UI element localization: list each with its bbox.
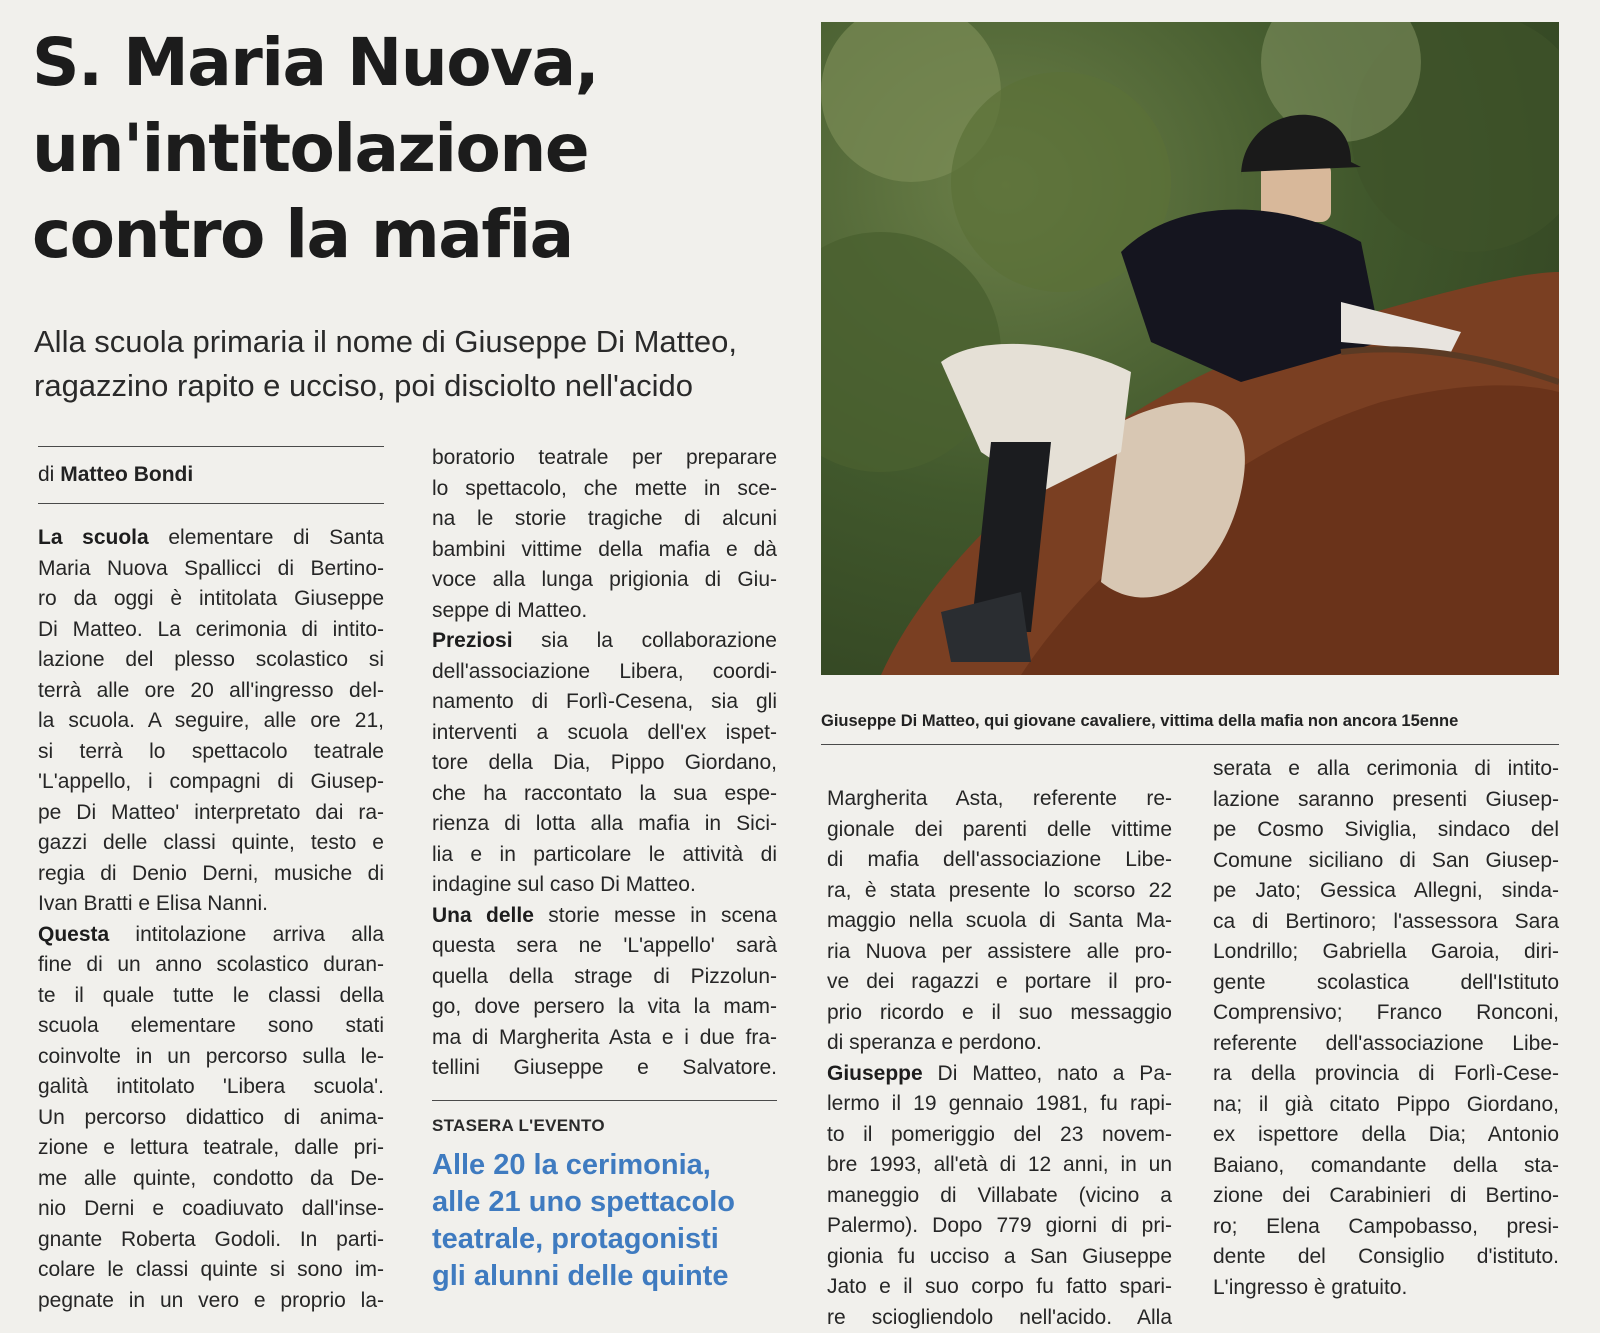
text-line [432, 687, 777, 718]
line-text: Palermo). Dopo 779 giorni di pri- [827, 1214, 1172, 1237]
event-title-line: gli alunni delle quinte [432, 1258, 792, 1295]
line-text: che ha raccontato la sua espe- [432, 782, 777, 805]
text-line [1213, 998, 1559, 1029]
text-line [827, 937, 1172, 968]
text-line [38, 1042, 384, 1073]
text-line [1213, 937, 1559, 968]
text-line [827, 876, 1172, 907]
line-text: nio Derni e coadiuvato dall'inse- [38, 1197, 384, 1220]
text-line [827, 1242, 1172, 1273]
line-text: scuola elementare sono stati [38, 1014, 384, 1037]
text-line [432, 931, 777, 962]
line-text: regia di Denio Derni, musiche di [38, 862, 384, 885]
line-text: bre 1993, all'età di 12 anni, in un [827, 1153, 1172, 1176]
line-text: ex ispettore della Dia; Antonio [1213, 1123, 1559, 1146]
text-line [38, 889, 384, 920]
text-line [827, 1272, 1172, 1303]
article-column-3 [827, 784, 1172, 1333]
line-text: si terrà lo spettacolo teatrale [38, 740, 384, 763]
line-text: ro da oggi è intitolata Giuseppe [38, 587, 384, 610]
line-text: lo spettacolo, che mette in sce- [432, 477, 777, 500]
text-line [38, 737, 384, 768]
rider-photo [821, 22, 1559, 675]
line-text: pe Jato; Gessica Allegni, sinda- [1213, 879, 1559, 902]
text-line [432, 535, 777, 566]
line-text: Di Matteo. La cerimonia di intito- [38, 618, 384, 641]
text-line [38, 554, 384, 585]
text-line [38, 798, 384, 829]
text-line [38, 1072, 384, 1103]
byline-top-rule [38, 446, 384, 447]
text-line [432, 504, 777, 535]
text-line [1213, 815, 1559, 846]
event-title-line: teatrale, protagonisti [432, 1221, 792, 1258]
line-text: ra della provincia di Forlì-Cese- [1213, 1062, 1559, 1085]
text-line [827, 784, 1172, 815]
text-line [432, 748, 777, 779]
text-line [432, 1023, 777, 1054]
article-column-1 [38, 523, 384, 1316]
line-text: prio ricordo e il suo messaggio [827, 1001, 1172, 1024]
text-line [1213, 1059, 1559, 1090]
line-text: ra, è stata presente lo scorso 22 [827, 879, 1172, 902]
text-line [1213, 785, 1559, 816]
text-line [1213, 754, 1559, 785]
text-line [38, 706, 384, 737]
text-line [432, 779, 777, 810]
line-text: di mafia dell'associazione Libe- [827, 848, 1172, 871]
line-text: lazione saranno presenti Giusep- [1213, 788, 1559, 811]
line-text: ro; Elena Campobasso, presi- [1213, 1215, 1559, 1238]
text-line [38, 920, 384, 951]
article-column-2 [432, 443, 777, 1084]
subtitle-line: Alla scuola primaria il nome di Giuseppe Di Matteo, [34, 320, 804, 364]
rider-photo-illustration [821, 22, 1559, 675]
line-text: zione e lettura teatrale, dalle pri- [38, 1136, 384, 1159]
text-line [38, 1133, 384, 1164]
line-text: namento di Forlì-Cesena, sia gli [432, 690, 777, 713]
text-line [38, 950, 384, 981]
line-text: sia la collaborazione [513, 629, 777, 652]
line-text: maggio nella scuola di Santa Ma- [827, 909, 1172, 932]
line-text: ca di Bertinoro; l'assessora Sara [1213, 910, 1559, 933]
line-text: L'ingresso è gratuito. [1213, 1276, 1407, 1299]
line-text: re sciogliendolo nell'acido. Alla [827, 1306, 1172, 1329]
line-text: gente scolastica dell'Istituto [1213, 971, 1559, 994]
text-line [1213, 876, 1559, 907]
text-line [38, 859, 384, 890]
headline-line: un'intitolazione [32, 106, 792, 192]
text-line [1213, 1029, 1559, 1060]
line-text: Jato e il suo corpo fu fatto spari- [827, 1275, 1172, 1298]
text-line [38, 767, 384, 798]
text-line [38, 1103, 384, 1134]
line-text: Londrillo; Gabriella Garoia, diri- [1213, 940, 1559, 963]
text-line [827, 967, 1172, 998]
event-title-line: alle 21 uno spettacolo [432, 1184, 792, 1221]
line-text: pe Di Matteo' interpretato dai ra- [38, 801, 384, 824]
line-text: questa sera ne 'L'appello' sarà [432, 934, 777, 957]
line-text: seppe di Matteo. [432, 599, 587, 622]
line-text: pegnate in un vero e proprio la- [38, 1289, 384, 1312]
line-text: referente dell'associazione Libe- [1213, 1032, 1559, 1055]
text-line [827, 1089, 1172, 1120]
line-text: maneggio di Villabate (vicino a [827, 1184, 1172, 1207]
text-line [1213, 1242, 1559, 1273]
line-text: ria Nuova per assistere alle pro- [827, 940, 1172, 963]
line-text: quella della strage di Pizzolun- [432, 965, 777, 988]
subtitle-line: ragazzino rapito e ucciso, poi disciolto nell'acido [34, 364, 804, 408]
text-line [827, 1059, 1172, 1090]
line-text: bambini vittime della mafia e dà [432, 538, 777, 561]
text-line [827, 1211, 1172, 1242]
line-text: 'L'appello, i compagni di Giusep- [38, 770, 384, 793]
line-text: te il quale tutte le classi della [38, 984, 384, 1007]
line-text: pe Cosmo Siviglia, sindaco del [1213, 818, 1559, 841]
line-text: lermo il 19 gennaio 1981, fu rapi- [827, 1092, 1172, 1115]
line-text: me alle quinte, condotto da De- [38, 1167, 384, 1190]
line-text: gionale dei parenti delle vittime [827, 818, 1172, 841]
text-line [38, 828, 384, 859]
line-text: zione dei Carabinieri di Bertino- [1213, 1184, 1559, 1207]
article-headline [32, 20, 792, 278]
event-box-top-rule [432, 1100, 777, 1101]
line-text: gnante Roberta Godoli. In parti- [38, 1228, 384, 1251]
text-line [432, 992, 777, 1023]
text-line [38, 676, 384, 707]
line-text: dente del Consiglio d'istituto. [1213, 1245, 1559, 1268]
text-line [1213, 1273, 1559, 1304]
line-text: voce alla lunga prigionia di Giu- [432, 568, 777, 591]
headline-line: contro la mafia [32, 192, 792, 278]
line-text: fine di un anno scolastico duran- [38, 953, 384, 976]
text-line [432, 565, 777, 596]
event-kicker: STASERA L'EVENTO [432, 1116, 605, 1136]
article-subtitle [34, 320, 804, 408]
line-text: gazzi delle classi quinte, testo e [38, 831, 384, 854]
line-text: Comune siciliano di San Giusep- [1213, 849, 1559, 872]
text-line [38, 645, 384, 676]
paragraph-lead: Giuseppe [827, 1062, 923, 1085]
caption-bottom-rule [821, 744, 1559, 745]
text-line [827, 1120, 1172, 1151]
line-text: coinvolte in un percorso sulla le- [38, 1045, 384, 1068]
text-line [38, 1194, 384, 1225]
line-text: tellini Giuseppe e Salvatore. [432, 1056, 777, 1079]
headline-line: S. Maria Nuova, [32, 20, 792, 106]
line-text: na; il già citato Pippo Giordano, [1213, 1093, 1559, 1116]
paragraph-lead: Una delle [432, 904, 534, 927]
line-text: Margherita Asta, referente re- [827, 787, 1172, 810]
text-line [827, 815, 1172, 846]
text-line [432, 718, 777, 749]
line-text: indagine sul caso Di Matteo. [432, 873, 696, 896]
text-line [827, 1150, 1172, 1181]
text-line [1213, 968, 1559, 999]
line-text: galità intitolato 'Libera scuola'. [38, 1075, 384, 1098]
text-line [38, 615, 384, 646]
text-line [432, 870, 777, 901]
text-line [1213, 1090, 1559, 1121]
text-line [432, 596, 777, 627]
line-text: rienza di lotta alla mafia in Sici- [432, 812, 777, 835]
event-title-line: Alle 20 la cerimonia, [432, 1147, 792, 1184]
text-line [38, 1164, 384, 1195]
line-text: lazione del plesso scolastico si [38, 648, 384, 671]
text-line [827, 845, 1172, 876]
line-text: Maria Nuova Spallicci di Bertino- [38, 557, 384, 580]
text-line [38, 1225, 384, 1256]
line-text: interventi a scuola dell'ex ispet- [432, 721, 777, 744]
line-text: elementare di Santa [149, 526, 384, 549]
text-line [432, 657, 777, 688]
line-text: colare le classi quinte si sono im- [38, 1258, 384, 1281]
line-text: gionia fu ucciso a San Giuseppe [827, 1245, 1172, 1268]
line-text: terrà alle ore 20 all'ingresso del- [38, 679, 384, 702]
line-text: intitolazione arriva alla [109, 923, 384, 946]
text-line [1213, 1120, 1559, 1151]
line-text: tore della Dia, Pippo Giordano, [432, 751, 777, 774]
text-line [1213, 1212, 1559, 1243]
text-line [432, 443, 777, 474]
text-line [432, 474, 777, 505]
paragraph-lead: Preziosi [432, 629, 513, 652]
text-line [827, 906, 1172, 937]
byline-prefix: di [38, 463, 54, 486]
text-line [1213, 1151, 1559, 1182]
line-text: di speranza e perdono. [827, 1031, 1042, 1054]
text-line [1213, 907, 1559, 938]
line-text: Un percorso didattico di anima- [38, 1106, 384, 1129]
text-line [827, 1181, 1172, 1212]
text-line [432, 962, 777, 993]
line-text: storie messe in scena [534, 904, 777, 927]
text-line [827, 1303, 1172, 1333]
byline-author: Matteo Bondi [60, 463, 193, 486]
text-line [827, 998, 1172, 1029]
photo-caption: Giuseppe Di Matteo, qui giovane cavaliere, vittima della mafia non ancora 15enne [821, 712, 1559, 731]
line-text: Baiano, comandante della sta- [1213, 1154, 1559, 1177]
line-text: la scuola. A seguire, alle ore 21, [38, 709, 384, 732]
line-text: go, dove persero la vita la mam- [432, 995, 777, 1018]
text-line [1213, 1181, 1559, 1212]
text-line [432, 840, 777, 871]
text-line [827, 1028, 1172, 1059]
line-text: na le storie tragiche di alcuni [432, 507, 777, 530]
text-line [38, 981, 384, 1012]
line-text: dell'associazione Libera, coordi- [432, 660, 777, 683]
text-line [38, 1255, 384, 1286]
text-line [38, 584, 384, 615]
line-text: Di Matteo, nato a Pa- [923, 1062, 1172, 1085]
text-line [432, 1053, 777, 1084]
text-line [1213, 846, 1559, 877]
text-line [432, 626, 777, 657]
line-text: lia e in particolare le attività di [432, 843, 777, 866]
line-text: Comprensivo; Franco Ronconi, [1213, 1001, 1559, 1024]
line-text: boratorio teatrale per preparare [432, 446, 777, 469]
byline [38, 463, 193, 487]
line-text: Ivan Bratti e Elisa Nanni. [38, 892, 268, 915]
line-text: ve dei ragazzi e portare il pro- [827, 970, 1172, 993]
paragraph-lead: Questa [38, 923, 109, 946]
event-title [432, 1147, 792, 1295]
line-text: to il pomeriggio del 23 novem- [827, 1123, 1172, 1146]
text-line [432, 809, 777, 840]
line-text: ma di Margherita Asta e i due fra- [432, 1026, 777, 1049]
paragraph-lead: La scuola [38, 526, 149, 549]
text-line [38, 523, 384, 554]
text-line [38, 1011, 384, 1042]
line-text: serata e alla cerimonia di intito- [1213, 757, 1559, 780]
text-line [38, 1286, 384, 1317]
text-line [432, 901, 777, 932]
article-column-4 [1213, 754, 1559, 1303]
byline-bottom-rule [38, 503, 384, 504]
